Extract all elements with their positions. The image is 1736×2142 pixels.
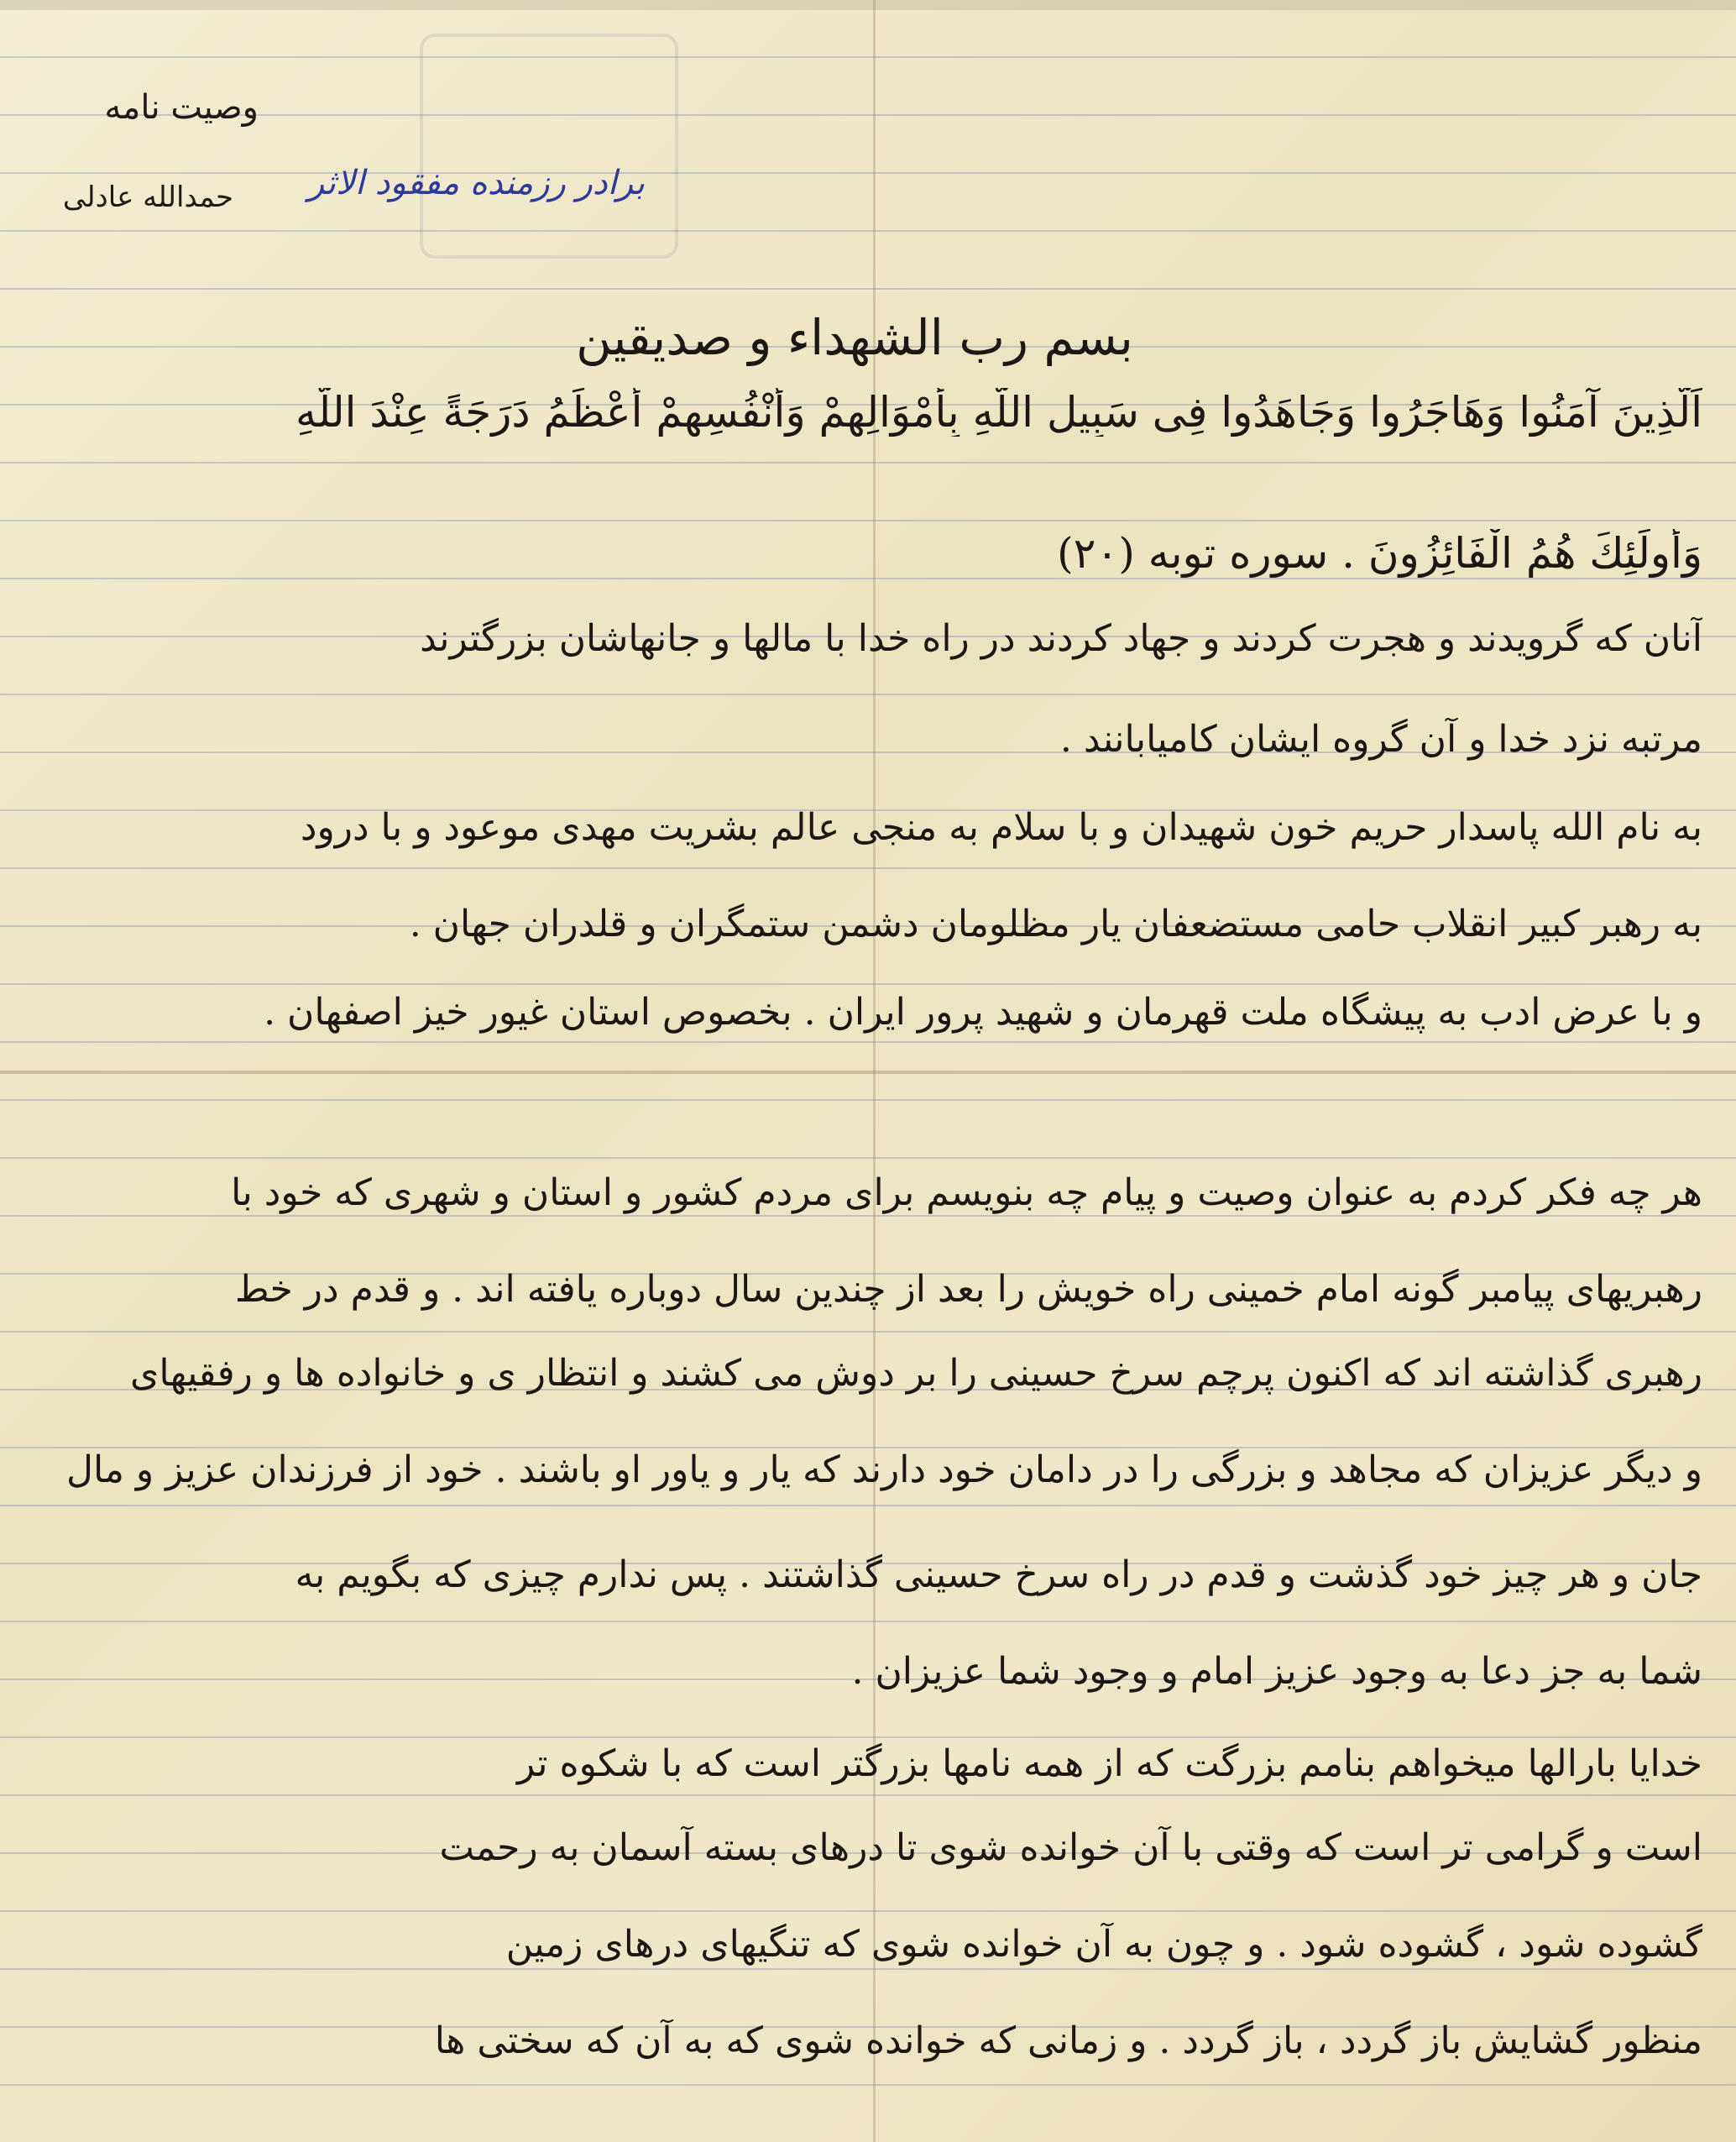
paper-edge: [0, 0, 1736, 10]
letter-line: رهبریهای پیامبر گونه امام خمینی راه خویش را بعد از چندین سال دوباره یافته اند . و قدم در خط: [234, 1268, 1702, 1311]
document-title: وصیت نامه: [104, 88, 259, 127]
letter-line: شما به جز دعا به وجود عزیز امام و وجود شما عزیزان .: [851, 1650, 1702, 1693]
letter-line: جان و هر چیز خود گذشت و قدم در راه سرخ حسینی گذاشتند . پس ندارم چیزی که بگویم به: [295, 1553, 1702, 1596]
letter-line: مرتبه نزد خدا و آن گروه ایشان کامیابانند .: [1059, 718, 1702, 761]
quran-verse-line-1: اَلَّذِینَ آمَنُوا وَهَاجَرُوا وَجَاهَدُوا فِی سَبِیلِ اللَّهِ بِأَمْوَالِهِمْ وَأَنْفُسِهِمْ أَعْظَمُ دَرَجَةً عِنْدَ اللَّهِ: [295, 388, 1702, 437]
letter-line: آنان که گرویدند و هجرت کردند و جهاد کردند در راه خدا با مالها و جانهاشان بزرگترند: [420, 617, 1702, 660]
horizontal-fold-line: [0, 1071, 1736, 1074]
basmala-heading: بسم رب الشهداء و صدیقین: [576, 309, 1133, 366]
letter-line: گشوده شود ، گشوده شود . و چون به آن خوانده شوی که تنگیهای درهای زمین: [505, 1923, 1702, 1966]
letter-line: به نام الله پاسدار حریم خون شهیدان و با سلام به منجی عالم بشریت مهدی موعود و با درود: [300, 806, 1702, 849]
letter-line: رهبری گذاشته اند که اکنون پرچم سرخ حسینی را بر دوش می کشند و انتظار ی و خانواده ها و رفقیهای: [129, 1352, 1702, 1395]
letter-line: هر چه فکر کردم به عنوان وصیت و پیام چه بنویسم برای مردم کشور و استان و شهری که خود با: [231, 1171, 1702, 1214]
quran-verse-line-2: وَأُولَئِكَ هُمُ الْفَائِزُونَ . سوره توبه (۲۰): [1057, 529, 1702, 578]
faded-stamp-mark: [420, 34, 678, 259]
letter-line: و دیگر عزیزان که مجاهد و بزرگی را در دامان خود دارند که یار و یاور او باشند . خود از فرزندان عزیز و مال: [66, 1448, 1702, 1491]
letter-line: منظور گشایش باز گردد ، باز گردد . و زمانی که خوانده شوی که به آن که سختی ها: [434, 2019, 1702, 2062]
letter-line: است و گرامی تر است که وقتی با آن خوانده شوی تا درهای بسته آسمان به رحمت: [439, 1826, 1702, 1869]
letter-line: و با عرض ادب به پیشگاه ملت قهرمان و شهید پرور ایران . بخصوص استان غیور خیز اصفهان .: [264, 991, 1702, 1034]
martyr-name-annotation: حمدالله عادلی: [62, 181, 233, 214]
letter-line: خدایا بارالها میخواهم بنامم بزرگت که از همه نامها بزرگتر است که با شکوه تر: [517, 1742, 1702, 1785]
letter-line: به رهبر کبیر انقلاب حامی مستضعفان یار مظلومان دشمن ستمگران و قلدران جهان .: [409, 903, 1702, 945]
blue-ink-annotation: برادر رزمنده مفقود الاثر: [307, 164, 645, 202]
